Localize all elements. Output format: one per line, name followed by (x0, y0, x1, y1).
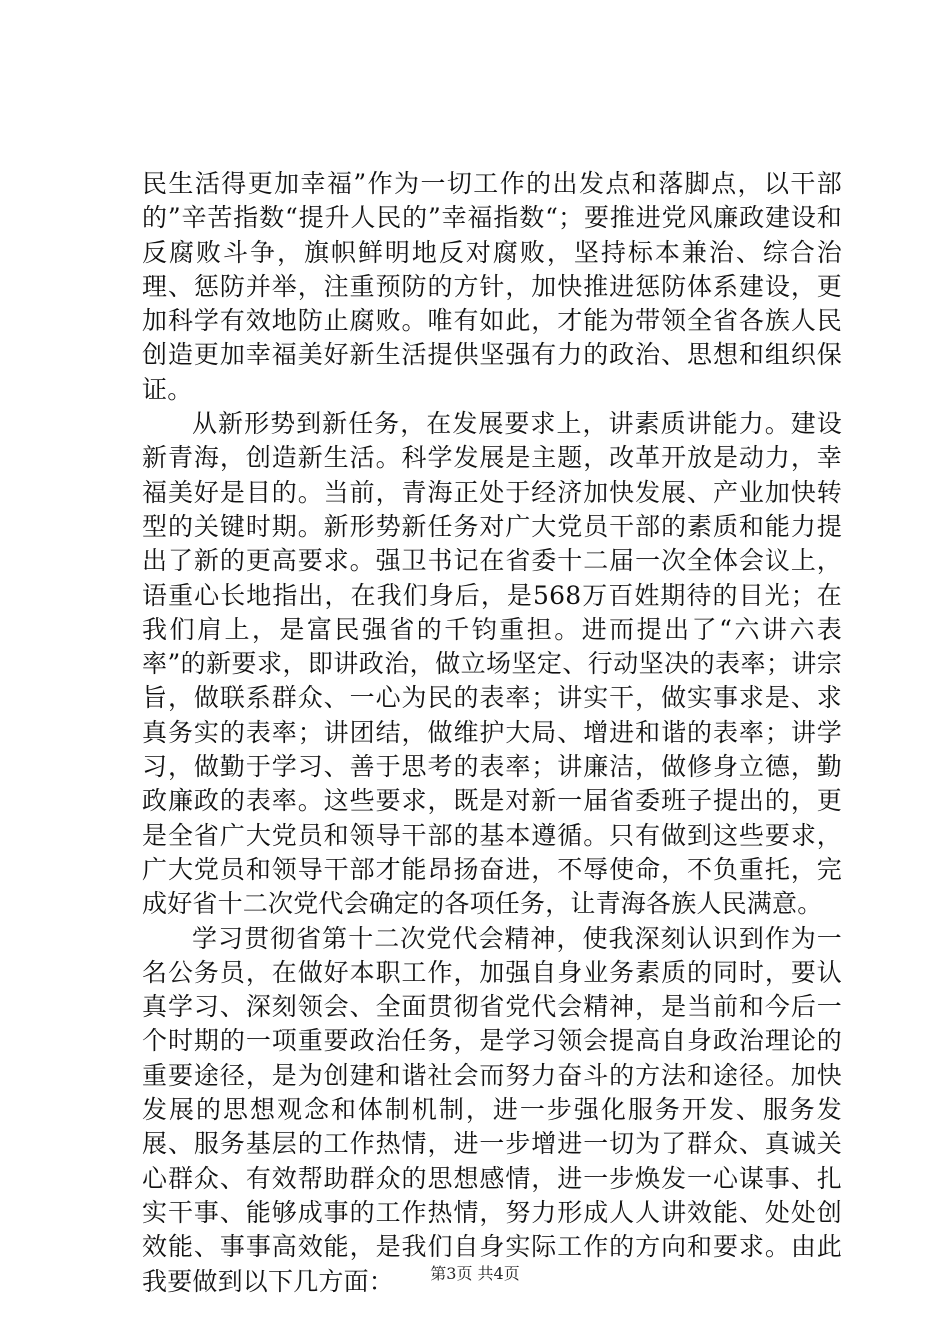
paragraph-1: 民生活得更加幸福”作为一切工作的出发点和落脚点，以干部的”辛苦指数“提升人民的”幸福指数“；要推进党风廉政建设和反腐败斗争，旗帜鲜明地反对腐败，坚持标本兼治、综合治理、惩防并举，注重预防的方针，加快推进惩防体系建设，更加科学有效地防止腐败。唯有如此，才能为带领全省各族人民创造更加幸福美好新生活提供坚强有力的政治、思想和组织保证。 (142, 169, 842, 404)
page-number-footer: 第3页 共4页 (430, 1264, 520, 1283)
document-body (142, 167, 842, 1299)
paragraph-3: 学习贯彻省第十二次党代会精神，使我深刻认识到作为一名公务员，在做好本职工作，加强自身业务素质的同时，要认真学习、深刻领会、全面贯彻省党代会精神，是当前和今后一个时期的一项重要政治任务，是学习领会提高自身政治理论的重要途径，是为创建和谐社会而努力奋斗的方法和途径。加快发展的思想观念和体制机制，进一步强化服务开发、服务发展、服务基层的工作热情，进一步增进一切为了群众、真诚关心群众、有效帮助群众的思想感情，进一步焕发一心谋事、扎实干事、能够成事的工作热情，努力形成人人讲效能、处处创效能、事事高效能，是我们自身实际工作的方向和要求。由此我要做到以下几方面： (142, 923, 842, 1296)
paragraph-2: 从新形势到新任务，在发展要求上，讲素质讲能力。建设新青海，创造新生活。科学发展是主题，改革开放是动力，幸福美好是目的。当前，青海正处于经济加快发展、产业加快转型的关键时期。新形势新任务对广大党员干部的素质和能力提出了新的更高要求。强卫书记在省委十二届一次全体会议上，语重心长地指出，在我们身后，是568万百姓期待的目光；在我们肩上，是富民强省的千钧重担。进而提出了“六讲六表率”的新要求，即讲政治，做立场坚定、行动坚决的表率；讲宗旨，做联系群众、一心为民的表率；讲实干，做实事求是、求真务实的表率；讲团结，做维护大局、增进和谐的表率；讲学习，做勤于学习、善于思考的表率；讲廉洁，做修身立德，勤政廉政的表率。这些要求，既是对新一届省委班子提出的，更是全省广大党员和领导干部的基本遵循。只有做到这些要求，广大党员和领导干部才能昂扬奋进，不辱使命，不负重托，完成好省十二次党代会确定的各项任务，让青海各族人民满意。 (142, 409, 842, 919)
